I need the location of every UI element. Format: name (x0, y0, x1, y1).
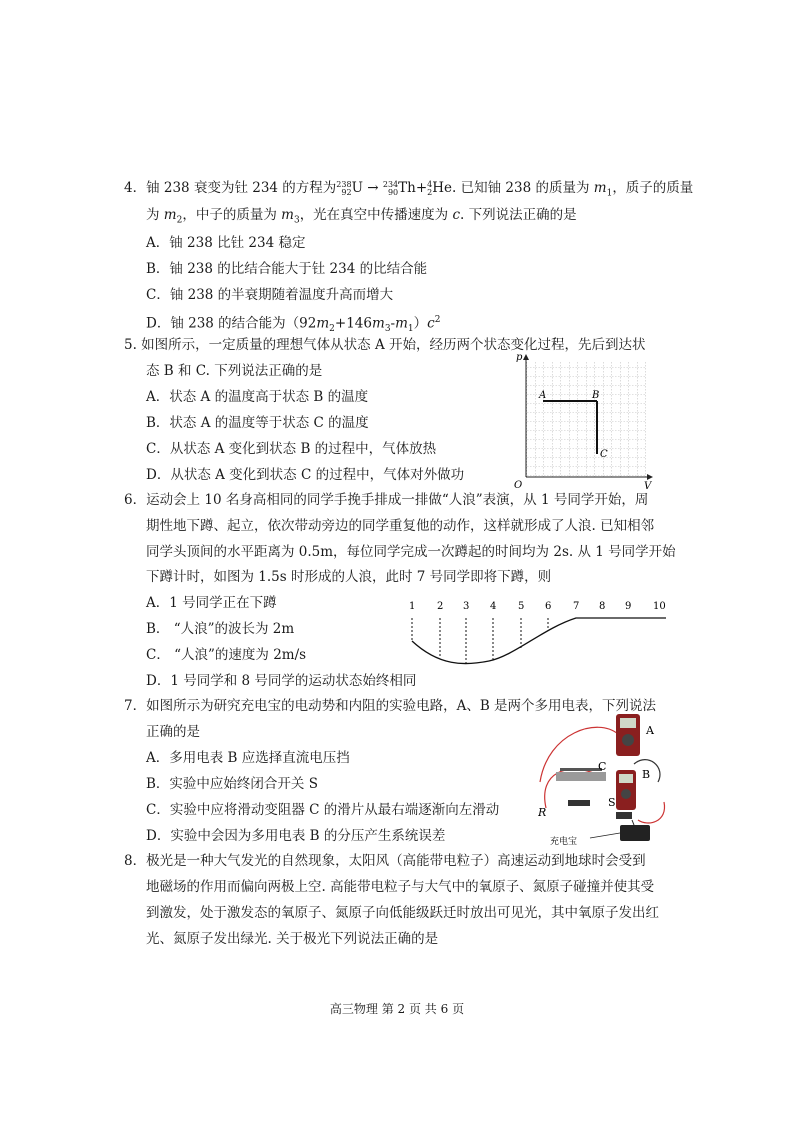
wave-student-label-6: 6 (545, 601, 552, 612)
state-a-label: A (539, 390, 547, 401)
q5-option-a: A．状态 A 的温度高于状态 B 的温度 (146, 389, 369, 405)
wave-student-label-3: 3 (463, 601, 470, 612)
label-a: A (646, 724, 654, 737)
q4-option-c: C．铀 238 的半衰期随着温度升高而增大 (146, 287, 394, 303)
q4-stem-line1: 4．铀 238 衰变为钍 234 的方程为238 92U → 234 90Th+4 2He. 已知铀 238 的质量为 $m_1$，质子的质量 (124, 179, 694, 199)
q8-stem-line2: 地磁场的作用而偏向两极上空. 高能带电粒子与大气中的氧原子、氮原子碰撞并使其受 (146, 879, 655, 895)
circuit-photo (538, 712, 672, 852)
p-label: p (516, 352, 523, 363)
q7-stem-line2: 正确的是 (146, 724, 200, 740)
q6-option-d: D．1 号同学和 8 号同学的运动状态始终相同 (146, 673, 417, 689)
v-axis-arrow (647, 474, 653, 480)
q6-option-a: A．1 号同学正在下蹲 (146, 595, 277, 611)
label-b: B (642, 768, 651, 781)
q6-option-b: B． “人浪”的波长为 2m (146, 621, 295, 637)
q7-option-c: C．实验中应将滑动变阻器 C 的滑片从最右端逐渐向左滑动 (146, 802, 500, 818)
origin-label: O (514, 480, 523, 490)
wave-student-label-9: 9 (625, 601, 632, 612)
q8-stem-line4: 光、氮原子发出绿光. 关于极光下列说法正确的是 (146, 931, 439, 947)
q7-stem-line1: 7．如图所示为研究充电宝的电动势和内阻的实验电路，A、B 是两个多用电表，下列说法 (124, 698, 657, 714)
q6-stem-line2: 期性地下蹲、起立，依次带动旁边的同学重复他的动作，这样就形成了人浪. 已知相邻 (146, 518, 655, 534)
wave-curve (412, 618, 666, 664)
page-footer: 高三物理 第 2 页 共 6 页 (329, 1002, 465, 1016)
wave-student-label-1: 1 (409, 601, 416, 612)
q4-option-b: B．铀 238 的比结合能大于钍 234 的比结合能 (146, 261, 428, 277)
q5-option-d: D．从状态 A 变化到状态 C 的过程中，气体对外做功 (146, 467, 465, 483)
state-b-label: B (592, 390, 600, 401)
rheostat-c (556, 772, 606, 781)
wave-student-label-8: 8 (599, 601, 606, 612)
q4-option-d: D．铀 238 的结合能为$(92m_2+146m_3-m_1)c^2$ (146, 315, 441, 335)
wave-student-label-2: 2 (437, 601, 444, 612)
q6-stem-line1: 6．运动会上 10 名身高相同的同学手挽手排成一排做“人浪”表演，从 1 号同学开始，周 (124, 492, 649, 508)
wave-student-label-10: 10 (653, 601, 666, 612)
label-r: R (538, 806, 547, 819)
power-bank (620, 825, 650, 841)
q6-option-c: C． “人浪”的速度为 2m/s (146, 647, 307, 663)
wave-diagram (404, 598, 674, 673)
q8-stem-line3: 到激发，处于激发态的氧原子、氮原子向低能级跃迁时放出可见光，其中氧原子发出红 (146, 905, 659, 921)
wave-student-label-7: 7 (573, 601, 580, 612)
pv-graph (510, 350, 655, 490)
q7-option-b: B．实验中应始终闭合开关 S (146, 776, 318, 792)
wave-student-label-5: 5 (518, 601, 525, 612)
label-power-bank: 充电宝 (550, 837, 578, 847)
switch-s (616, 812, 632, 819)
resistor-r (568, 800, 590, 806)
label-s: S (608, 796, 616, 809)
q4-stem-line2: 为 $m_2$，中子的质量为 $m_3$，光在真空中传播速度为 c. 下列说法正确的是 (146, 207, 577, 226)
label-c: C (598, 760, 607, 773)
q8-stem-line1: 8．极光是一种大气发光的自然现象，太阳风（高能带电粒子）高速运动到地球时会受到 (124, 853, 646, 869)
q6-stem-line4: 下蹲计时，如图为 1.5s 时形成的人浪，此时 7 号同学即将下蹲，则 (146, 569, 552, 585)
q4-option-a: A．铀 238 比钍 234 稳定 (146, 235, 306, 251)
state-c-label: C (600, 449, 608, 460)
q5-stem-line1: 5. 如图所示，一定质量的理想气体从状态 A 开始，经历两个状态变化过程，先后到达状 (124, 337, 646, 353)
pv-grid (526, 362, 646, 477)
q7-option-d: D．实验中会因为多用电表 B 的分压产生系统误差 (146, 828, 446, 844)
p-axis-arrow (523, 354, 529, 360)
wave-student-label-4: 4 (490, 601, 497, 612)
q5-option-c: C．从状态 A 变化到状态 B 的过程中，气体放热 (146, 441, 437, 457)
v-label: V (644, 481, 652, 490)
q6-stem-line3: 同学头顶间的水平距离为 0.5m，每位同学完成一次蹲起的时间均为 2s. 从 1 号同学开始 (146, 544, 676, 560)
q5-stem-line2: 态 B 和 C. 下列说法正确的是 (146, 363, 323, 379)
q7-option-a: A．多用电表 B 应选择直流电压挡 (146, 750, 350, 766)
q5-option-b: B．状态 A 的温度等于状态 C 的温度 (146, 415, 369, 431)
